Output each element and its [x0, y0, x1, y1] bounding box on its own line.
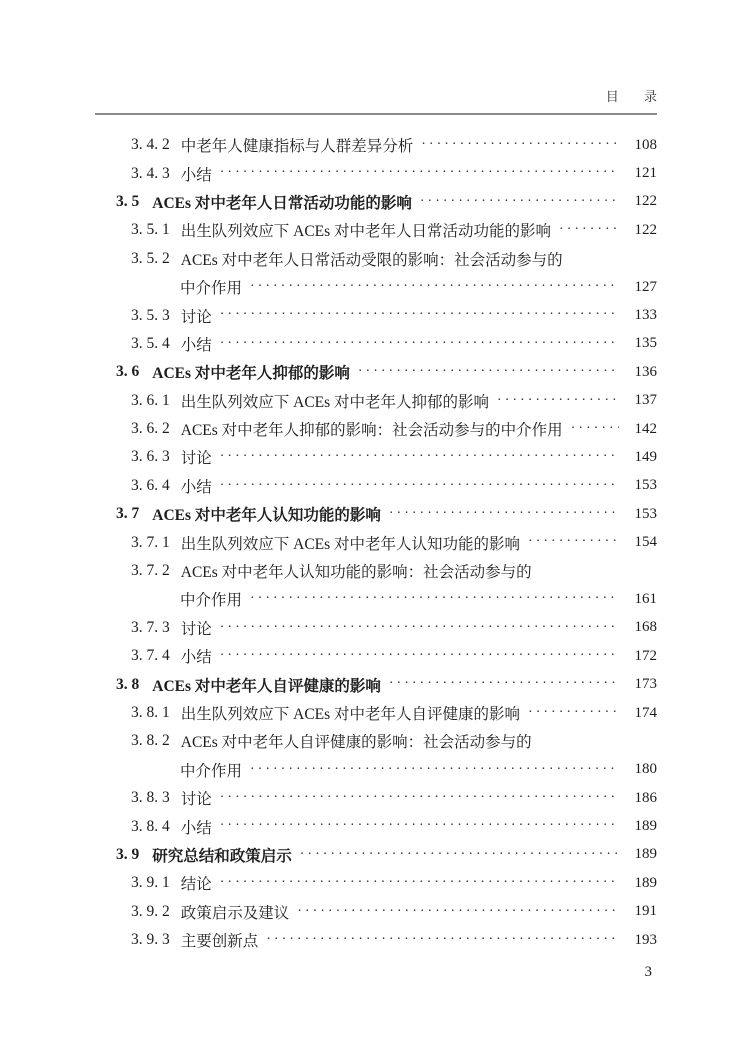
toc-entry [95, 188, 657, 216]
toc-entry [95, 387, 657, 415]
toc-entry-title: ACEs 对中老年人日常活动受限的影响：社会活动参与的 [180, 251, 563, 269]
toc-entry-page: 149 [634, 448, 657, 465]
toc-entry-number: 3. 8 [116, 675, 140, 693]
toc-entry-page: 189 [634, 818, 657, 835]
toc-entry [95, 557, 657, 585]
toc-entry-title-continued: 中介作用 [180, 762, 243, 780]
dot-leader [220, 812, 619, 840]
toc-entry-number: 3. 5. 1 [131, 221, 170, 239]
toc-entry-page: 122 [634, 193, 657, 210]
toc-entry [95, 301, 657, 329]
toc-entry-number: 3. 8. 4 [131, 817, 170, 835]
toc-entry-title: 研究总结和政策启示 [152, 847, 292, 865]
dot-leader [220, 472, 619, 500]
toc-entry-number: 3. 6. 1 [131, 391, 170, 409]
toc-entry-number: 3. 9. 3 [131, 931, 170, 949]
toc-entry [95, 727, 657, 755]
dot-leader [300, 841, 619, 869]
toc-entry-number: 3. 9. 2 [131, 902, 170, 920]
toc-entry-number: 3. 5. 4 [131, 334, 170, 352]
toc-entry-page: 154 [634, 534, 657, 551]
toc-entry [95, 898, 657, 926]
toc-entry [95, 926, 657, 954]
dot-leader [250, 756, 619, 784]
toc-entry-title-continued: 中介作用 [180, 280, 243, 298]
toc-entry-title: 讨论 [180, 450, 212, 468]
toc-entry [95, 245, 657, 273]
toc-entry-number: 3. 8. 1 [131, 704, 170, 721]
toc-entry-title: 小结 [180, 819, 212, 837]
toc-entry-title: 小结 [180, 478, 212, 496]
toc-entry-title: 讨论 [180, 308, 212, 326]
toc-entry [95, 443, 657, 471]
toc-entry [95, 528, 657, 556]
toc-entry-number: 3. 5. 3 [131, 306, 170, 324]
toc-entry [95, 358, 657, 386]
dot-leader [389, 670, 619, 698]
dot-leader [250, 273, 619, 301]
toc-entry-page: 153 [634, 505, 657, 522]
toc-entry-number: 3. 5 [116, 192, 140, 210]
dot-leader [220, 614, 619, 642]
page-number: 3 [644, 964, 652, 981]
dot-leader [220, 642, 619, 670]
toc-entry [95, 812, 657, 840]
toc-entry-number: 3. 7. 2 [131, 562, 170, 580]
toc-entry-title: 出生队列效应下 ACEs 对中老年人日常活动功能的影响 [180, 223, 552, 241]
toc-entry-page: 191 [634, 903, 657, 920]
toc-entry-page: 121 [634, 165, 657, 182]
dot-leader [220, 330, 619, 358]
dot-leader [358, 358, 619, 386]
toc-entry [95, 216, 657, 244]
dot-leader [528, 528, 619, 556]
toc-entry-title: 讨论 [180, 620, 212, 638]
toc-entry-number: 3. 7 [116, 505, 140, 523]
toc-entry [95, 670, 657, 698]
toc-entry-title: 出生队列效应下 ACEs 对中老年人自评健康的影响 [180, 706, 521, 723]
toc-entry-title: 出生队列效应下 ACEs 对中老年人认知功能的影响 [180, 535, 521, 553]
toc-entry-number: 3. 9 [116, 845, 140, 863]
toc-entry-number: 3. 6. 2 [131, 420, 170, 438]
dot-leader [297, 898, 619, 926]
toc-entry-page: 142 [634, 420, 657, 437]
toc-entry [95, 330, 657, 358]
toc-entry-number: 3. 5. 2 [131, 249, 170, 267]
toc-entry-number: 3. 7. 4 [131, 647, 170, 665]
toc-entry-title: 小结 [180, 166, 212, 184]
toc-entry-continuation [95, 585, 657, 613]
dot-leader [420, 188, 619, 216]
toc-entry [95, 472, 657, 500]
toc-entry-title: ACEs 对中老年人抑郁的影响：社会活动参与的中介作用 [180, 422, 563, 440]
toc-entry [95, 500, 657, 528]
toc-entry-title: 结论 [180, 876, 212, 894]
toc-entry [95, 415, 657, 443]
toc-entry [95, 159, 657, 187]
toc-entry-title: 小结 [180, 649, 212, 667]
toc-entry-number: 3. 4. 2 [131, 136, 170, 154]
dot-leader [389, 500, 619, 528]
toc-entry-number: 3. 8. 2 [131, 732, 170, 750]
toc-entry-title: ACEs 对中老年人自评健康的影响：社会活动参与的 [180, 734, 532, 752]
toc-entry-page: 133 [634, 307, 657, 324]
dot-leader [497, 387, 619, 415]
toc-entry-continuation [95, 273, 657, 301]
dot-leader [571, 415, 619, 443]
toc-entry-number: 3. 7. 3 [131, 618, 170, 636]
dot-leader [250, 585, 619, 613]
toc-entry-title: 小结 [180, 336, 212, 354]
toc-entry-title: ACEs 对中老年人认知功能的影响 [152, 507, 381, 525]
toc-list [95, 131, 657, 954]
toc-entry [95, 614, 657, 642]
toc-entry-title: 出生队列效应下 ACEs 对中老年人抑郁的影响 [180, 393, 490, 411]
header-rule [95, 113, 657, 115]
toc-entry-title: ACEs 对中老年人日常活动功能的影响 [152, 194, 412, 212]
toc-entry-page: 173 [634, 676, 657, 693]
toc-entry [95, 784, 657, 812]
toc-entry-number: 3. 4. 3 [131, 164, 170, 182]
toc-entry-page: 135 [634, 335, 657, 352]
toc-entry-number: 3. 7. 1 [131, 533, 170, 551]
toc-entry-page: 122 [634, 221, 657, 238]
toc-entry-page: 172 [634, 647, 657, 664]
toc-entry [95, 131, 657, 159]
toc-entry [95, 841, 657, 869]
toc-entry-page: 174 [634, 704, 657, 721]
dot-leader [421, 131, 619, 159]
toc-entry-page: 137 [634, 392, 657, 409]
toc-entry-number: 3. 9. 1 [131, 874, 170, 892]
toc-entry-title: 中老年人健康指标与人群差异分析 [180, 138, 414, 156]
toc-entry-title-continued: 中介作用 [180, 592, 243, 610]
dot-leader [266, 926, 619, 954]
dot-leader [528, 699, 619, 727]
toc-entry [95, 699, 657, 727]
toc-entry-page: 168 [634, 619, 657, 636]
toc-entry-page: 108 [634, 136, 657, 153]
toc-entry-title: ACEs 对中老年人抑郁的影响 [152, 365, 350, 383]
dot-leader [220, 784, 619, 812]
dot-leader [220, 301, 619, 329]
toc-entry [95, 642, 657, 670]
toc-entry-page: 189 [634, 874, 657, 891]
toc-entry-number: 3. 6. 4 [131, 476, 170, 494]
toc-entry-title: 讨论 [180, 791, 212, 809]
toc-entry-page: 127 [634, 278, 657, 295]
toc-entry-page: 161 [634, 590, 657, 607]
dot-leader [220, 159, 619, 187]
dot-leader [559, 216, 619, 244]
toc-entry-title: 政策启示及建议 [180, 904, 290, 922]
toc-entry-page: 189 [634, 846, 657, 863]
toc-entry-title: 主要创新点 [180, 933, 259, 951]
dot-leader [220, 869, 619, 897]
toc-entry [95, 869, 657, 897]
running-head [95, 88, 668, 105]
toc-entry-page: 153 [634, 477, 657, 494]
toc-entry-page: 180 [634, 761, 657, 778]
toc-entry-page: 136 [634, 363, 657, 380]
dot-leader [220, 443, 619, 471]
toc-entry-number: 3. 6. 3 [131, 448, 170, 466]
toc-entry-number: 3. 8. 3 [131, 789, 170, 807]
toc-entry-page: 193 [634, 931, 657, 948]
toc-entry-number: 3. 6 [116, 363, 140, 381]
toc-entry-page: 186 [634, 789, 657, 806]
running-head-title: 目 录 [605, 89, 668, 104]
toc-entry-title: ACEs 对中老年人认知功能的影响：社会活动参与的 [180, 564, 532, 582]
toc-entry-continuation [95, 756, 657, 784]
toc-entry-title: ACEs 对中老年人自评健康的影响 [152, 677, 381, 695]
